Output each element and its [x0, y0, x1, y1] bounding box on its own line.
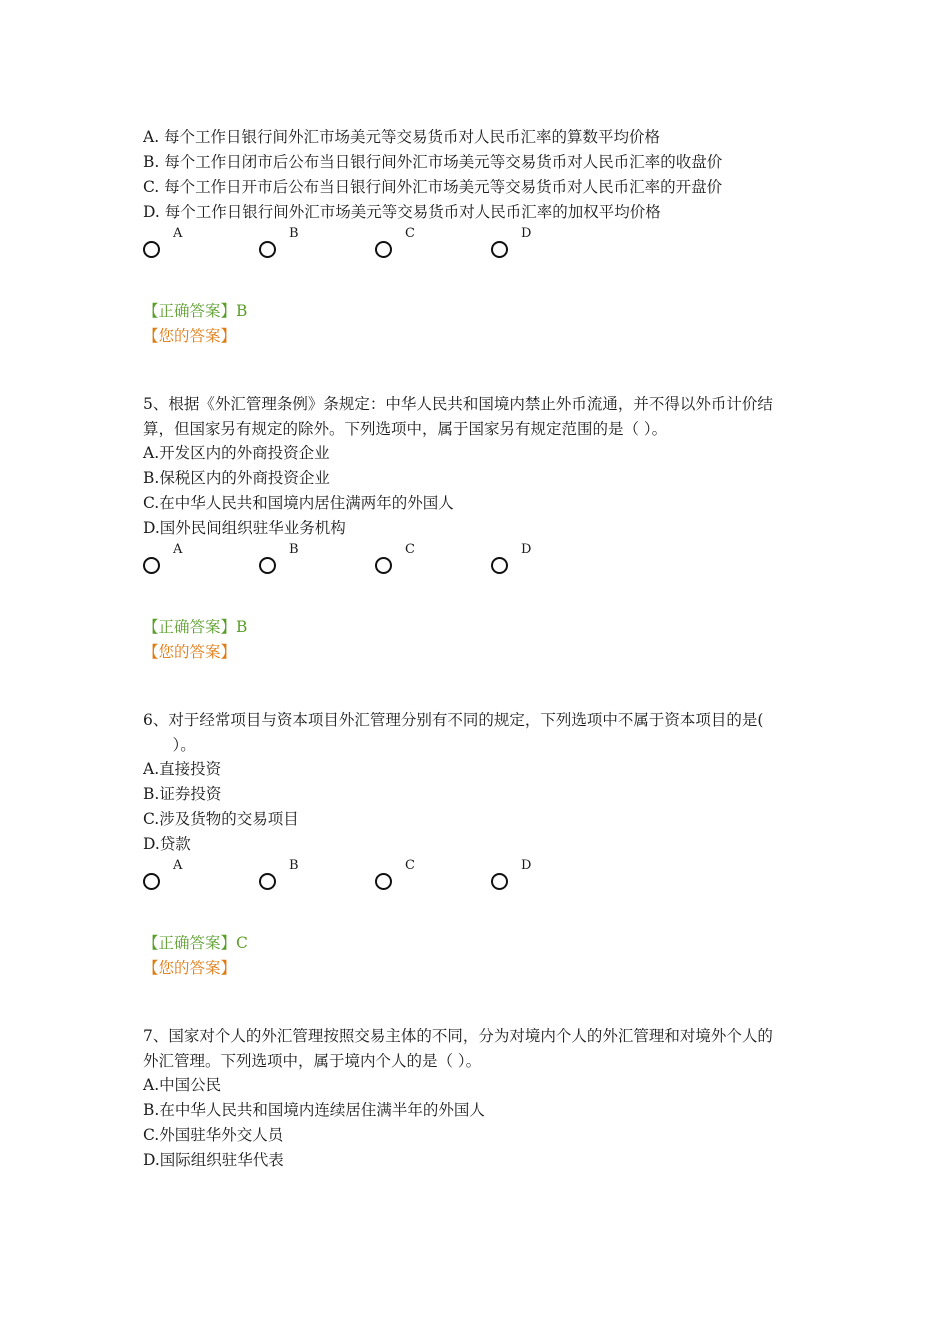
radio-circle-icon[interactable] — [259, 557, 276, 574]
q7-option-c: C.外国驻华外交人员 — [143, 1126, 284, 1144]
radio-label: D — [521, 858, 532, 873]
q6-radio-c[interactable] — [375, 858, 435, 902]
radio-circle-icon[interactable] — [375, 557, 392, 574]
q6-option-c: C.涉及货物的交易项目 — [143, 810, 299, 828]
q4-option-b: B. 每个工作日闭市后公布当日银行间外汇市场美元等交易货币对人民币汇率的收盘价 — [143, 153, 723, 171]
q5-radio-a[interactable] — [143, 542, 203, 586]
radio-label: D — [521, 542, 532, 557]
radio-label: B — [289, 542, 299, 557]
q6-option-a: A.直接投资 — [143, 760, 222, 778]
q6-your-answer: 【您的答案】 — [143, 959, 237, 977]
q5-radio-b[interactable] — [259, 542, 319, 586]
radio-circle-icon[interactable] — [143, 557, 160, 574]
q5-option-a: A.开发区内的外商投资企业 — [143, 444, 330, 462]
q6-correct-answer: 【正确答案】C — [143, 934, 248, 952]
q5-radio-c[interactable] — [375, 542, 435, 586]
q5-your-answer: 【您的答案】 — [143, 643, 237, 661]
radio-circle-icon[interactable] — [259, 873, 276, 890]
radio-circle-icon[interactable] — [259, 241, 276, 258]
q5-radio-d[interactable] — [491, 542, 551, 586]
q4-option-a: A. 每个工作日银行间外汇市场美元等交易货币对人民币汇率的算数平均价格 — [143, 128, 661, 146]
radio-label: C — [405, 858, 415, 873]
radio-label: C — [405, 542, 415, 557]
q6-radio-d[interactable] — [491, 858, 551, 902]
q5-question-line-1: 5、根据《外汇管理条例》条规定：中华人民共和国境内禁止外币流通，并不得以外币计价结 — [143, 395, 773, 413]
radio-circle-icon[interactable] — [491, 873, 508, 890]
q6-question-line-2: ）。 — [143, 736, 196, 754]
q7-option-b: B.在中华人民共和国境内连续居住满半年的外国人 — [143, 1101, 485, 1119]
radio-label: D — [521, 226, 532, 241]
q6-radio-b[interactable] — [259, 858, 319, 902]
radio-label: C — [405, 226, 415, 241]
q4-radio-a[interactable] — [143, 226, 203, 270]
q7-option-d: D.国际组织驻华代表 — [143, 1151, 284, 1169]
q6-question-line-1: 6、对于经常项目与资本项目外汇管理分别有不同的规定，下列选项中不属于资本项目的是( — [143, 711, 764, 729]
q4-correct-answer: 【正确答案】B — [143, 302, 248, 320]
q7-option-a: A.中国公民 — [143, 1076, 222, 1094]
q6-option-b: B.证券投资 — [143, 785, 222, 803]
q4-option-c: C. 每个工作日开市后公布当日银行间外汇市场美元等交易货币对人民币汇率的开盘价 — [143, 178, 723, 196]
radio-label: A — [173, 542, 183, 557]
q6-radio-group — [143, 858, 563, 902]
q5-option-d: D.国外民间组织驻华业务机构 — [143, 519, 346, 537]
radio-circle-icon[interactable] — [491, 557, 508, 574]
q7-question-line-2: 外汇管理。下列选项中，属于境内个人的是（ ）。 — [143, 1052, 482, 1070]
radio-circle-icon[interactable] — [143, 241, 160, 258]
radio-circle-icon[interactable] — [375, 873, 392, 890]
q5-radio-group — [143, 542, 563, 586]
q6-radio-a[interactable] — [143, 858, 203, 902]
q5-question-line-2: 算，但国家另有规定的除外。下列选项中，属于国家另有规定范围的是（ ）。 — [143, 420, 668, 438]
radio-label: A — [173, 226, 183, 241]
q4-radio-d[interactable] — [491, 226, 551, 270]
q4-radio-b[interactable] — [259, 226, 319, 270]
q4-option-d: D. 每个工作日银行间外汇市场美元等交易货币对人民币汇率的加权平均价格 — [143, 203, 661, 221]
radio-label: A — [173, 858, 183, 873]
q5-correct-answer: 【正确答案】B — [143, 618, 248, 636]
radio-label: B — [289, 858, 299, 873]
q6-option-d: D.贷款 — [143, 835, 191, 853]
q4-radio-group — [143, 226, 563, 270]
radio-label: B — [289, 226, 299, 241]
radio-circle-icon[interactable] — [143, 873, 160, 890]
q4-radio-c[interactable] — [375, 226, 435, 270]
q5-option-b: B.保税区内的外商投资企业 — [143, 469, 330, 487]
radio-circle-icon[interactable] — [375, 241, 392, 258]
q4-your-answer: 【您的答案】 — [143, 327, 237, 345]
q5-option-c: C.在中华人民共和国境内居住满两年的外国人 — [143, 494, 454, 512]
radio-circle-icon[interactable] — [491, 241, 508, 258]
q7-question-line-1: 7、国家对个人的外汇管理按照交易主体的不同，分为对境内个人的外汇管理和对境外个人的 — [143, 1027, 773, 1045]
